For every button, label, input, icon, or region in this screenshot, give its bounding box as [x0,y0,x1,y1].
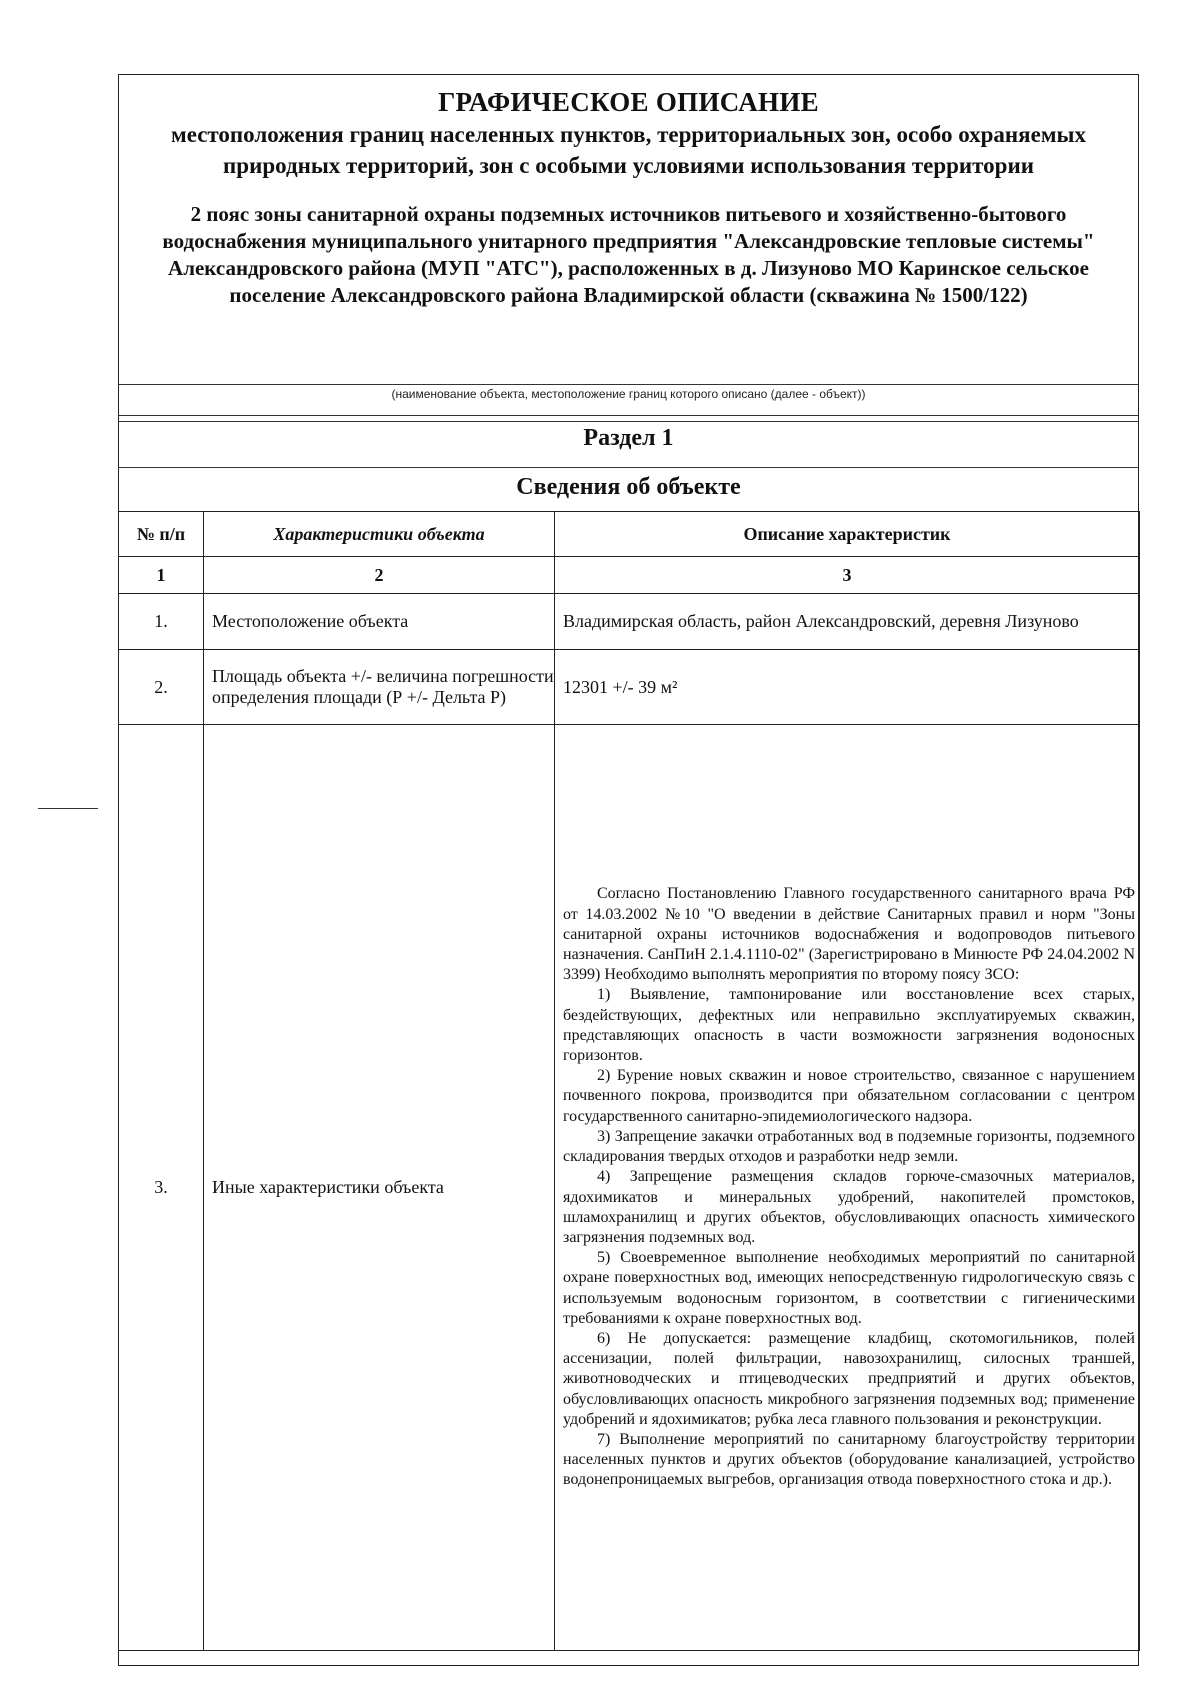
table-header-row [119,512,1140,557]
table-row [119,594,1140,650]
column-header-number: № п/п [119,512,204,557]
table-row [119,725,1140,1651]
row-description: Владимирская область, район Александровский, деревня Лизуново [555,594,1140,650]
requirements-paragraph: 6) Не допускается: размещение кладбищ, скотомогильников, полей ассенизации, полей фильтрации, навозохранилищ, силосных траншей, животноводческих и птицеводческих предприятий и других объектов, обусловливающих опасность микробного загрязнения подземных вод; применение удобрений и ядохимикатов; рубка леса главного пользования и реконструкции. [563,1329,1135,1428]
margin-mark [38,808,98,809]
document-title: ГРАФИЧЕСКОЕ ОПИСАНИЕ [438,87,819,117]
table-row [119,650,1140,725]
requirements-paragraph: 7) Выполнение мероприятий по санитарному благоустройству территории населенных пунктов и других объектов (оборудование канализацией, устройство водонепроницаемых выгребов, организация отвода поверхностного стока и др.). [563,1430,1135,1489]
object-name-underline [119,384,1138,385]
requirements-paragraph: 1) Выявление, тампонирование или восстановление всех старых, бездействующих, дефектных или неправильно эксплуатируемых скважин, представляющих опасность в части возможности загрязнения водоносных горизонтов. [563,986,1135,1065]
requirements-paragraph: Согласно Постановлению Главного государственного санитарного врача РФ от 14.03.2002 №10 "О введении в действие Санитарных правил и норм "Зоны санитарной охраны источников водоснабжения и водопроводов питьевого назначения. СанПиН 2.1.4.1110-02" (Зарегистрировано в Минюсте РФ 24.04.2002 N 3399) Необходимо выполнять мероприятия по второму поясу ЗСО: [563,885,1135,984]
section-heading: Сведения об объекте [516,474,741,500]
requirements-paragraph: 3) Запрещение закачки отработанных вод в подземные горизонты, подземного складирования твердых отходов и разработки недр земли. [563,1127,1135,1166]
column-header-description: Описание характеристик [555,512,1140,557]
requirements-text [555,884,1139,1490]
row-characteristic: Иные характеристики объекта [204,725,555,1651]
object-info-table [118,511,1140,1651]
document-subtitle: местоположения границ населенных пунктов, территориальных зон, особо охраняемых природных территорий, зон с особыми условиями использования территории [171,122,1086,178]
object-caption: (наименование объекта, местоположение границ которого описано (далее - объект)) [391,387,866,401]
document-header [119,75,1138,384]
row-characteristic: Местоположение объекта [204,594,555,650]
document-frame [118,74,1139,1666]
divider [119,415,1138,416]
row-number: 3. [119,725,204,1651]
object-name: 2 пояс зоны санитарной охраны подземных источников питьевого и хозяйственно-бытового водоснабжения муниципального унитарного предприятия "Александровские тепловые системы" Александровского района (МУП "АТС"), расположенных в д. Лизуново МО Каринское сельское поселение Александровского района Владимирской области (скважина № 1500/122) [162,202,1095,307]
table-index-row [119,557,1140,594]
divider [119,421,1138,422]
row-characteristic: Площадь объекта +/- величина погрешности определения площади (Р +/- Дельта Р) [204,650,555,725]
requirements-paragraph: 2) Бурение новых скважин и новое строительство, связанное с нарушением почвенного покрова, производится при обязательном согласовании с центром государственного санитарно-эпидемиологического надзора. [563,1067,1135,1125]
section-number: Раздел 1 [583,425,674,451]
row-description: 12301 +/- 39 м² [555,650,1140,725]
divider [119,467,1138,468]
row-number: 1. [119,594,204,650]
row-number: 2. [119,650,204,725]
index-cell: 3 [555,557,1140,594]
row-description [555,725,1140,1651]
index-cell: 1 [119,557,204,594]
index-cell: 2 [204,557,555,594]
requirements-paragraph: 5) Своевременное выполнение необходимых мероприятий по санитарной охране поверхностных вод, имеющих непосредственную гидрологическую связь с используемым водоносным горизонтом, в соответствии с гигиеническими требованиями к охране поверхностных вод. [563,1249,1135,1327]
column-header-characteristic: Характеристики объекта [204,512,555,557]
requirements-paragraph: 4) Запрещение размещения складов горюче-смазочных материалов, ядохимикатов и минеральных удобрений, накопителей промстоков, шламохранилищ и других объектов, обусловливающих опасность химического загрязнения подземных вод. [563,1168,1135,1246]
